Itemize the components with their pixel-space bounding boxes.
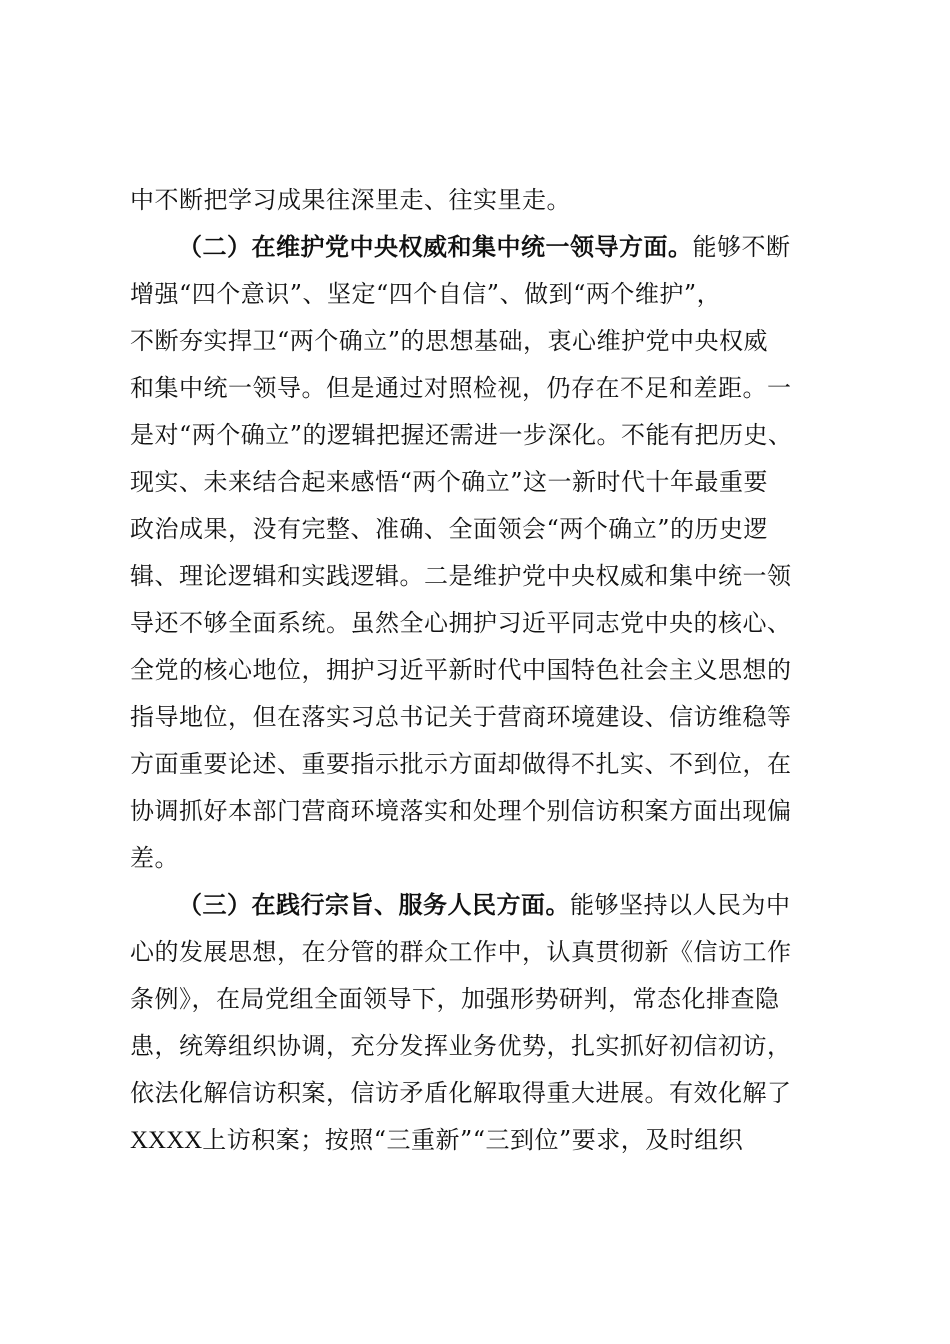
text-line: 指导地位，但在落实习总书记关于营商环境建设、信访维稳等 xyxy=(130,703,792,731)
text-line-last xyxy=(130,1120,830,1160)
paragraph-3-lead: 能够坚持以人民为中 xyxy=(570,891,791,919)
paragraph-2-first-line xyxy=(178,227,830,267)
text-line: 患，统筹组织协调，充分发挥业务优势，扎实抓好初信初访， xyxy=(130,1032,792,1060)
text-line: 和集中统一领导。但是通过对照检视，仍存在不足和差距。一 xyxy=(130,374,792,402)
paragraph-3-first-line xyxy=(178,885,830,925)
text-line: 不断夯实捍卫“两个确立”的思想基础，衷心维护党中央权威 xyxy=(130,327,769,355)
paragraph-2-lead: 能够不断 xyxy=(692,233,791,261)
text-line: 心的发展思想，在分管的群众工作中，认真贯彻新《信访工作 xyxy=(130,938,792,966)
last-line-text: 上访积案；按照“三重新”“三到位”要求，及时组织 xyxy=(202,1126,744,1154)
text-line: 依法化解信访积案，信访矛盾化解取得重大进展。有效化解了 xyxy=(130,1079,792,1107)
text-line: 政治成果，没有完整、准确、全面领会“两个确立”的历史逻 xyxy=(130,515,769,543)
text-line: 中不断把学习成果往深里走、往实里走。 xyxy=(130,186,571,214)
text-line: 辑、理论逻辑和实践逻辑。二是维护党中央权威和集中统一领 xyxy=(130,562,792,590)
section-heading-3: （三）在践行宗旨、服务人民方面。 xyxy=(178,890,570,919)
text-line: 协调抓好本部门营商环境落实和处理个别信访积案方面出现偏 xyxy=(130,797,792,825)
text-line: 条例》，在局党组全面领导下，加强形势研判，常态化排查隐 xyxy=(130,985,780,1013)
case-code: XXXX xyxy=(130,1127,203,1154)
text-line: 现实、未来结合起来感悟“两个确立”这一新时代十年最重要 xyxy=(130,468,769,496)
section-heading-2: （二）在维护党中央权威和集中统一领导方面。 xyxy=(178,232,693,261)
text-line: 导还不够全面系统。虽然全心拥护习近平同志党中央的核心、 xyxy=(130,609,792,637)
text-line: 增强“四个意识”、坚定“四个自信”、做到“两个维护”， xyxy=(130,280,722,308)
text-line: 方面重要论述、重要指示批示方面却做得不扎实、不到位，在 xyxy=(130,750,792,778)
text-line: 差。 xyxy=(130,844,179,872)
text-line: 是对“两个确立”的逻辑把握还需进一步深化。不能有把历史、 xyxy=(130,421,793,449)
text-line: 全党的核心地位，拥护习近平新时代中国特色社会主义思想的 xyxy=(130,656,792,684)
